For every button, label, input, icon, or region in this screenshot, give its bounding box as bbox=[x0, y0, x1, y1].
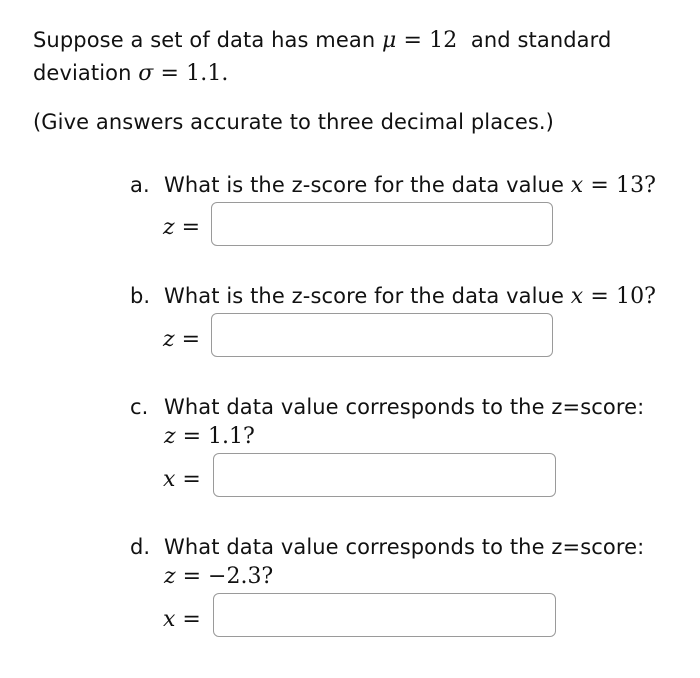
answer-eq: = bbox=[175, 467, 201, 492]
answer-var: z bbox=[163, 215, 175, 240]
question-letter: d. bbox=[130, 535, 151, 559]
question-letter: b. bbox=[130, 284, 151, 308]
answer-label-b bbox=[163, 325, 200, 355]
answer-input-a[interactable] bbox=[211, 202, 553, 246]
math-value: = 10? bbox=[583, 284, 657, 309]
answer-label-d bbox=[163, 605, 201, 635]
answer-eq: = bbox=[175, 607, 201, 632]
answer-input-c[interactable] bbox=[213, 453, 556, 497]
math-var: x bbox=[570, 173, 584, 198]
intro-text: Suppose a set of data has mean bbox=[33, 28, 383, 52]
answer-label-a bbox=[163, 213, 200, 243]
sigma-symbol: σ bbox=[138, 61, 154, 86]
intro-text-middle: and standard bbox=[464, 28, 612, 52]
question-text: What is the z-score for the data value bbox=[164, 284, 571, 308]
mu-symbol: μ bbox=[382, 28, 397, 53]
answer-input-b[interactable] bbox=[211, 313, 553, 357]
mean-value: = 12 bbox=[396, 28, 458, 53]
question-d-given bbox=[164, 562, 273, 592]
std-expression bbox=[138, 61, 228, 86]
question-math bbox=[571, 284, 656, 309]
math-value: = 13? bbox=[583, 173, 657, 198]
math-var: z bbox=[164, 564, 176, 589]
math-value: = 1.1? bbox=[175, 424, 255, 449]
math-var: x bbox=[570, 284, 584, 309]
question-letter: c. bbox=[130, 395, 149, 419]
question-letter: a. bbox=[130, 173, 150, 197]
question-text: What data value corresponds to the z=score: bbox=[164, 395, 645, 419]
answer-input-d[interactable] bbox=[213, 593, 556, 637]
answer-var: x bbox=[163, 607, 176, 632]
question-text: What is the z-score for the data value bbox=[164, 173, 571, 197]
math-var: z bbox=[164, 424, 176, 449]
problem-statement bbox=[33, 24, 673, 90]
instructions: (Give answers accurate to three decimal places.) bbox=[33, 110, 554, 134]
intro-text-line2: deviation bbox=[33, 61, 139, 85]
answer-label-c bbox=[163, 465, 201, 495]
question-math bbox=[571, 173, 656, 198]
question-text: What data value corresponds to the z=score: bbox=[164, 535, 645, 559]
answer-var: x bbox=[163, 467, 176, 492]
answer-eq: = bbox=[174, 327, 201, 352]
mean-expression bbox=[382, 28, 457, 53]
answer-eq: = bbox=[174, 215, 201, 240]
math-value: = −2.3? bbox=[175, 564, 274, 589]
question-b bbox=[130, 281, 656, 312]
question-c bbox=[130, 392, 644, 422]
answer-var: z bbox=[163, 327, 175, 352]
std-value: = 1.1. bbox=[153, 61, 229, 86]
question-a bbox=[130, 170, 656, 201]
question-c-given bbox=[164, 422, 255, 452]
question-d bbox=[130, 532, 644, 562]
